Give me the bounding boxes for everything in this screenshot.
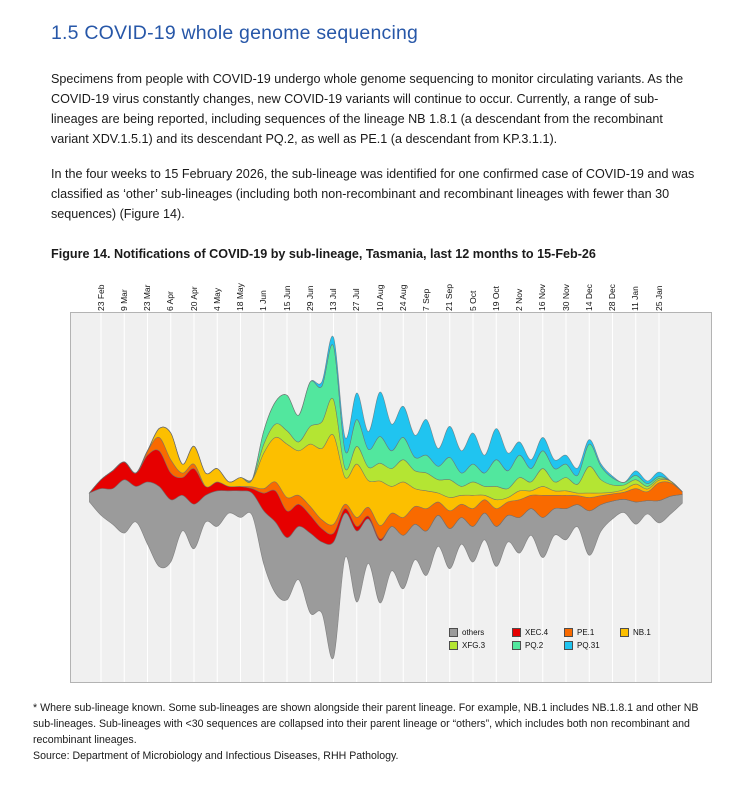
x-tick-label: 28 Dec [607, 284, 617, 311]
x-tick-label: 30 Nov [560, 284, 571, 311]
legend-swatch [449, 641, 458, 650]
figure-source: Source: Department of Microbiology and Infectious Diseases, RHH Pathology. [33, 750, 399, 762]
x-tick-label: 23 Mar [142, 284, 152, 311]
x-tick-label: 13 Jul [328, 288, 338, 311]
paragraph-1: Specimens from people with COVID-19 undergo whole genome sequencing to monitor circulating variants. As the COVID-19 virus constantly changes, new COVID-19 variants will continue to occur. Currently, a range of sub-lineages are being reported, including sequences of the lineage NB 1.8.1 (a descendant from the recombinant variant XDV.1.5.1) and its descendant PQ.2, as well as PE.1 (a descendant from KP.3.1.1). [51, 72, 684, 146]
x-tick-label: 16 Nov [537, 284, 548, 311]
x-tick-label: 4 May [211, 287, 222, 311]
legend-swatch [512, 641, 521, 650]
legend-swatch [564, 628, 573, 637]
x-tick-label: 14 Dec [583, 284, 594, 311]
legend-label: PE.1 [577, 628, 595, 637]
figure-footnote: * Where sub-lineage known. Some sub-lineages are shown alongside their parent lineage. For example, NB.1 includes NB.1.8.1 and other NB sub-lineages. Sub-lineages with <30 sequences are collapsed into their parent lineage or “others”, which includes both non recombinant and recombinant lineages. [33, 702, 699, 746]
legend-item-others [449, 628, 512, 637]
figure-14-chart [70, 269, 712, 683]
legend-label: XEC.4 [525, 628, 549, 637]
x-tick-label: 2 Nov [514, 288, 524, 311]
legend-label: PQ.2 [525, 641, 544, 650]
legend-swatch [449, 628, 458, 637]
x-tick-label: 29 Jun [304, 285, 315, 311]
x-tick-label: 24 Aug [397, 284, 408, 311]
legend-swatch [512, 628, 521, 637]
legend-row [449, 641, 680, 650]
legend-item-nb-1 [620, 628, 680, 637]
legend-row [449, 628, 680, 637]
x-tick-label: 9 Mar [118, 289, 129, 311]
streamgraph-svg [71, 313, 711, 682]
page-title: 1.5 COVID-19 whole genome sequencing [51, 22, 419, 44]
x-tick-label: 27 Jul [351, 288, 362, 311]
legend-item-pq-31 [564, 641, 620, 650]
x-tick-label: 23 Feb [95, 284, 106, 311]
chart-legend [449, 628, 680, 654]
x-tick-label: 5 Oct [467, 290, 478, 311]
x-tick-label: 11 Jan [630, 286, 641, 311]
x-tick-label: 19 Oct [490, 285, 501, 311]
x-tick-label: 18 May [235, 283, 245, 311]
x-tick-label: 20 Apr [188, 286, 199, 311]
legend-item-xec-4 [512, 628, 564, 637]
x-axis-tick-labels [70, 269, 712, 312]
legend-swatch [620, 628, 629, 637]
x-tick-label: 25 Jan [653, 285, 664, 311]
x-tick-label: 21 Sep [444, 284, 455, 311]
legend-label: NB.1 [633, 628, 651, 637]
legend-label: PQ.31 [577, 641, 600, 650]
chart-plot-area [70, 312, 712, 683]
legend-item-pq-2 [512, 641, 564, 650]
legend-swatch [564, 641, 573, 650]
legend-item-xfg-3 [449, 641, 512, 650]
legend-item-pe-1 [564, 628, 620, 637]
figure-caption: Figure 14. Notifications of COVID-19 by sub-lineage, Tasmania, last 12 months to 15-Feb-26 [51, 247, 596, 261]
x-tick-label: 7 Sep [421, 288, 431, 311]
x-tick-label: 10 Aug [374, 284, 385, 311]
x-tick-label: 1 Jun [258, 290, 269, 311]
legend-label: others [462, 628, 485, 637]
x-tick-label: 15 Jun [281, 285, 292, 311]
paragraph-2: In the four weeks to 15 February 2026, the sub-lineage was identified for one confirmed case of COVID-19 and was classified as ‘other’ sub-lineages (including both non-recombinant and recombinant lineages with fewer than 30 sequences) (Figure 14). [51, 167, 695, 221]
legend-label: XFG.3 [462, 641, 486, 650]
x-tick-label: 6 Apr [165, 291, 176, 311]
